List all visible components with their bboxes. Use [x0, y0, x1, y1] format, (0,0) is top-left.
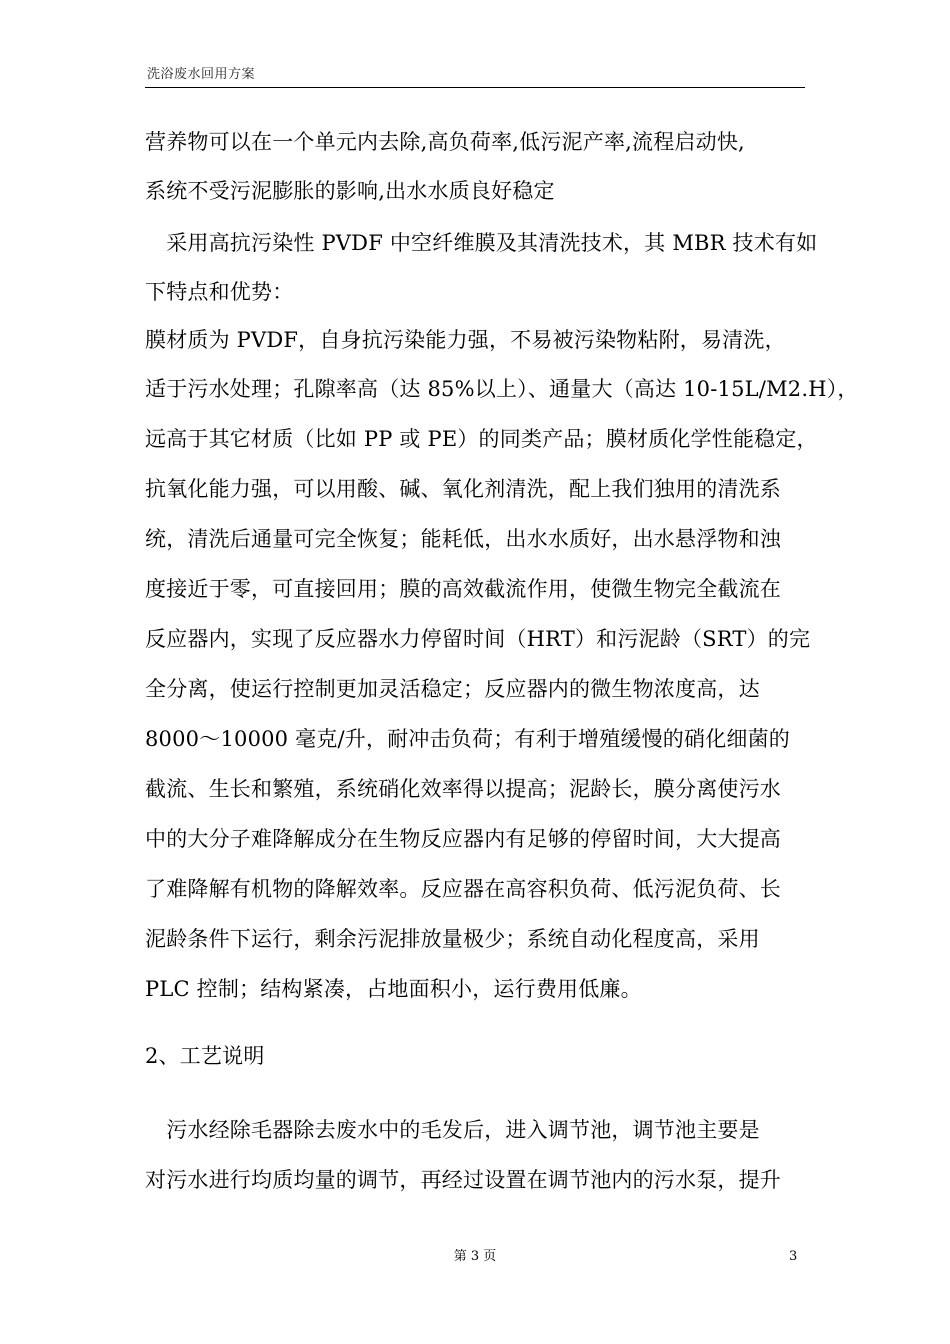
body-line: 泥龄条件下运行，剩余污泥排放量极少；系统自动化程度高，采用 — [145, 927, 760, 951]
header-divider — [145, 87, 805, 88]
body-line: 适于污水处理；孔隙率高（达 85%以上）、通量大（高达 10-15L/M2.H）， — [145, 377, 859, 401]
body-line: 反应器内，实现了反应器水力停留时间（HRT）和污泥龄（SRT）的完 — [145, 627, 811, 651]
body-line: PLC 控制；结构紧凑，占地面积小，运行费用低廉。 — [145, 977, 642, 1001]
body-line: 截流、生长和繁殖，系统硝化效率得以提高；泥龄长，膜分离使污水 — [145, 777, 781, 801]
body-line: 全分离，使运行控制更加灵活稳定；反应器内的微生物浓度高，达 — [145, 677, 760, 701]
body-line: 了难降解有机物的降解效率。反应器在高容积负荷、低污泥负荷、长 — [145, 877, 781, 901]
body-line: 采用高抗污染性 PVDF 中空纤维膜及其清洗技术，其 MBR 技术有如 — [145, 231, 818, 255]
body-line: 8000～10000 毫克/升，耐冲击负荷；有利于增殖缓慢的硝化细菌的 — [145, 727, 790, 751]
header-title: 洗浴废水回用方案 — [147, 67, 256, 82]
body-line: 污水经除毛器除去废水中的毛发后，进入调节池，调节池主要是 — [145, 1118, 760, 1142]
section-heading: 2、工艺说明 — [145, 1044, 265, 1068]
body-line: 远高于其它材质（比如 PP 或 PE）的同类产品；膜材质化学性能稳定， — [145, 427, 818, 451]
body-line: 对污水进行均质均量的调节，再经过设置在调节池内的污水泵，提升 — [145, 1168, 781, 1192]
body-line: 营养物可以在一个单元内去除,高负荷率,低污泥产率,流程启动快, — [145, 130, 745, 154]
body-line: 度接近于零，可直接回用；膜的高效截流作用，使微生物完全截流在 — [145, 577, 781, 601]
footer-page-number: 3 — [789, 1249, 798, 1264]
footer-page-label: 第 3 页 — [453, 1249, 497, 1264]
body-line: 系统不受污泥膨胀的影响,出水水质良好稳定 — [145, 179, 555, 203]
body-line: 抗氧化能力强，可以用酸、碱、氧化剂清洗，配上我们独用的清洗系 — [145, 477, 781, 501]
body-line: 膜材质为 PVDF，自身抗污染能力强，不易被污染物粘附，易清洗， — [145, 328, 786, 352]
body-line: 统，清洗后通量可完全恢复；能耗低，出水水质好，出水悬浮物和浊 — [145, 527, 781, 551]
body-line: 下特点和优势： — [145, 280, 294, 304]
body-line: 中的大分子难降解成分在生物反应器内有足够的停留时间，大大提高 — [145, 827, 781, 851]
